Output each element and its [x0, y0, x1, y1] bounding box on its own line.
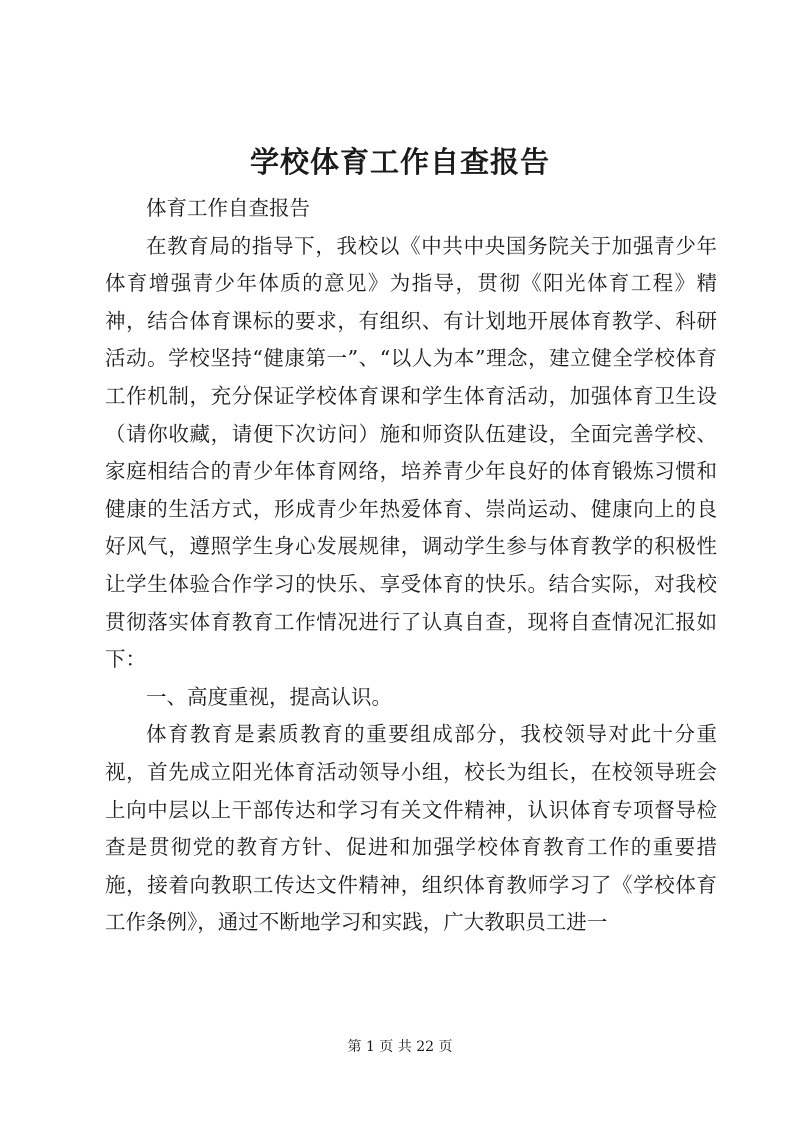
- document-body: [105, 190, 717, 942]
- paragraph-subtitle: 体育工作自查报告: [146, 196, 310, 220]
- page-number-footer: 第 1 页 共 22 页: [347, 1039, 453, 1055]
- paragraph-section-one: 体育教育是素质教育的重要组成部分，我校领导对此十分重视，首先成立阳光体育活动领导小组，校长为组长，在校领导班会上向中层以上干部传达和学习有关文件精神，认识体育专项督导检查是贯彻党的教育方针、促进和加强学校体育教育工作的重要措施，接着向教职工传达文件精神，组织体育教师学习了《学校体育工作条例》，通过不断地学习和实践，广大教职员工进一: [105, 722, 717, 935]
- paragraph-intro: 在教育局的指导下，我校以《中共中央国务院关于加强青少年体育增强青少年体质的意见》为指导，贯彻《阳光体育工程》精神，结合体育课标的要求，有组织、有计划地开展体育教学、科研活动。学校坚持“健康第一”、“以人为本”理念，建立健全学校体育工作机制，充分保证学校体育课和学生体育活动，加强体育卫生设（请你收藏，请便下次访问）施和师资队伍建设，全面完善学校、家庭相结合的青少年体育网络，培养青少年良好的体育锻炼习惯和健康的生活方式，形成青少年热爱体育、崇尚运动、健康向上的良好风气，遵照学生身心发展规律，调动学生参与体育教学的积极性让学生体验合作学习的快乐、享受体育的快乐。结合实际，对我校贯彻落实体育教育工作情况进行了认真自查，现将自查情况汇报如下：: [105, 233, 717, 672]
- section-heading: 一、高度重视，提高认识。: [146, 684, 392, 709]
- document-title: 学校体育工作自查报告: [249, 145, 550, 179]
